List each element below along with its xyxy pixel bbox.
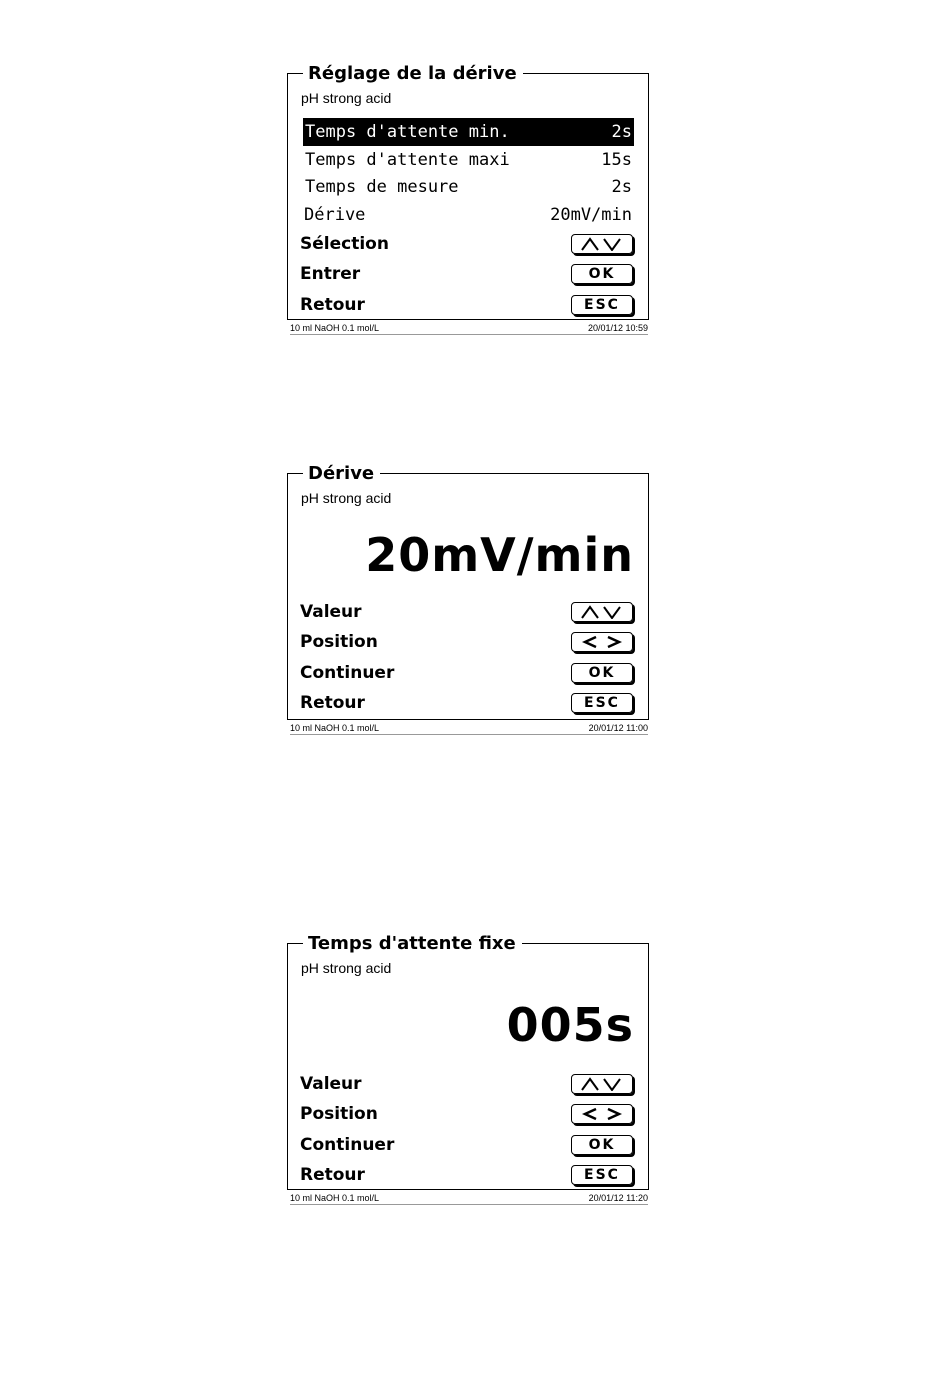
menu-item-value: 20mV/min [550, 205, 632, 226]
action-label: Valeur [300, 602, 362, 623]
action-back [300, 1160, 637, 1190]
softkey-legend [300, 229, 637, 320]
esc-key[interactable]: ESC [571, 693, 633, 713]
menu-item-min-wait-time[interactable] [303, 118, 634, 146]
action-enter [300, 259, 637, 289]
date-time: 20/01/12 11:00 [588, 723, 648, 733]
action-select [300, 229, 637, 259]
action-label: Position [300, 632, 378, 653]
menu-item-value: 2s [611, 121, 632, 142]
menu-item-label: Dérive [304, 205, 366, 226]
value-display: 20mV/min [365, 528, 634, 582]
left-right-key[interactable] [571, 632, 633, 652]
date-time: 20/01/12 11:20 [588, 1193, 648, 1203]
esc-key[interactable]: ESC [571, 1165, 633, 1185]
date-time: 20/01/12 10:59 [587, 323, 648, 333]
action-label: Valeur [300, 1074, 362, 1095]
method-name: pH strong acid [301, 90, 392, 106]
menu-item-label: Temps d'attente maxi [305, 149, 510, 170]
esc-key[interactable]: ESC [571, 295, 633, 315]
action-label: Sélection [300, 234, 389, 255]
screen-frame [287, 63, 649, 320]
screen-frame [287, 933, 649, 1190]
up-down-key[interactable] [571, 1074, 633, 1094]
screen-title: Dérive [303, 464, 380, 484]
screen-title: Réglage de la dérive [303, 64, 523, 84]
up-down-key[interactable] [571, 234, 633, 254]
ok-key[interactable]: OK [571, 264, 633, 284]
action-value [300, 1069, 637, 1099]
action-label: Position [300, 1104, 378, 1125]
action-position [300, 1099, 637, 1129]
status-bar [290, 1193, 648, 1205]
action-continue [300, 1130, 637, 1160]
value-display: 005s [506, 998, 634, 1052]
action-back [300, 290, 637, 320]
left-right-arrows-icon [579, 635, 625, 649]
status-bar [290, 323, 648, 335]
ok-key[interactable]: OK [571, 663, 633, 683]
action-label: Entrer [300, 264, 361, 285]
up-down-arrows-icon [579, 1077, 625, 1091]
action-continue [300, 658, 637, 688]
action-label: Continuer [300, 1134, 395, 1155]
up-down-arrows-icon [579, 237, 625, 251]
action-label: Retour [300, 1165, 365, 1186]
action-label: Continuer [300, 662, 395, 683]
status-bar [290, 723, 648, 735]
softkey-legend [300, 1069, 637, 1190]
reagent-info: 10 ml NaOH 0.1 mol/L [290, 323, 380, 333]
method-name: pH strong acid [301, 490, 392, 506]
action-label: Retour [300, 693, 365, 714]
menu-item-measure-time[interactable] [303, 174, 634, 202]
action-label: Retour [300, 294, 365, 315]
left-right-key[interactable] [571, 1104, 633, 1124]
action-position [300, 627, 637, 657]
screen-frame [287, 463, 649, 720]
ok-key[interactable]: OK [571, 1135, 633, 1155]
menu-item-max-wait-time[interactable] [303, 146, 634, 174]
drift-settings-screen [282, 63, 652, 338]
up-down-key[interactable] [571, 602, 633, 622]
screen-title: Temps d'attente fixe [303, 934, 522, 954]
reagent-info: 10 ml NaOH 0.1 mol/L [290, 1193, 380, 1203]
fixed-wait-time-screen [282, 933, 652, 1208]
menu-item-label: Temps d'attente min. [305, 121, 510, 142]
left-right-arrows-icon [579, 1107, 625, 1121]
menu-item-drift[interactable] [303, 201, 634, 229]
softkey-legend [300, 597, 637, 718]
menu-item-value: 15s [601, 149, 632, 170]
menu-item-value: 2s [611, 177, 632, 198]
up-down-arrows-icon [579, 605, 625, 619]
drift-edit-screen [282, 463, 652, 738]
settings-list [303, 118, 634, 229]
method-name: pH strong acid [301, 960, 392, 976]
action-value [300, 597, 637, 627]
reagent-info: 10 ml NaOH 0.1 mol/L [290, 723, 380, 733]
action-back [300, 688, 637, 718]
menu-item-label: Temps de mesure [305, 177, 459, 198]
